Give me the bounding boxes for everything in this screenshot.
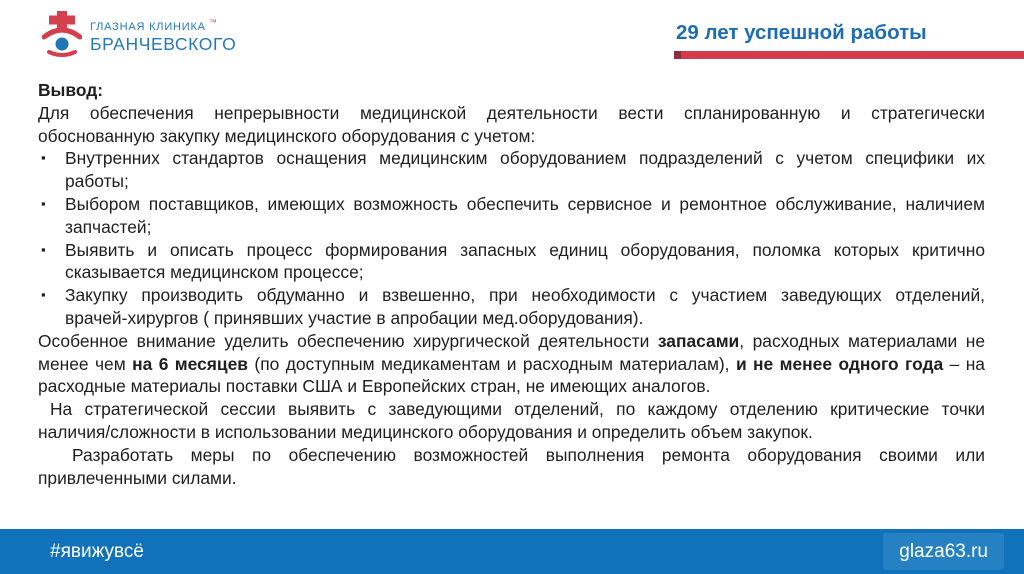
body-text-segment: Выявить и описать процесс формирования запасных единиц оборудования, поломка которых критично (65, 239, 985, 260)
emphasized-text: и не менее одного года (735, 353, 944, 374)
text-line (38, 193, 985, 216)
text-line (38, 375, 985, 398)
text-line (38, 102, 985, 125)
clinic-logo-text (90, 8, 236, 63)
body-text-segment: Закупку производить обдуманно и взвешенно, при необходимости с участием заведующих отделений, (65, 285, 985, 306)
eye-clinic-logo-icon (42, 11, 82, 63)
text-line (38, 307, 985, 330)
body-text-segment: запчастей; (65, 216, 152, 237)
logo-title-line2: БРАНЧЕВСКОГО (90, 34, 237, 54)
logo-title-line1-text: ГЛАЗНАЯ КЛИНИКА (90, 21, 206, 33)
body-text-segment: привлеченными силами. (38, 467, 237, 488)
bullet-square-icon: ▪ (41, 241, 46, 257)
body-text-segment: врачей-хирургов ( принявших участие в апробации мед.оборудования). (65, 307, 644, 328)
tagline-text: 29 лет успешной работы (676, 21, 927, 44)
text-line (38, 444, 985, 467)
body-text-segment: – на (943, 353, 985, 374)
body-text-segment: менее чем (38, 353, 133, 374)
body-text-segment: (по доступным медикаментам и расходным материалам), (247, 353, 736, 374)
text-line (38, 261, 985, 284)
slide-footer (0, 529, 1024, 574)
bullet-square-icon: ▪ (41, 150, 46, 166)
trademark-symbol: ™ (208, 18, 217, 27)
text-line (38, 421, 985, 444)
body-text-segment: , расходных материалами не (739, 330, 985, 351)
body-text-segment: Внутренних стандартов оснащения медицинским оборудованием подразделений с учетом специфики их (65, 148, 985, 169)
body-text-segment: Для обеспечения непрерывности медицинской деятельности вести спланированную и стратегически (38, 102, 985, 123)
text-line (38, 216, 985, 239)
body-text-segment: сказывается медицинском процессе; (65, 262, 364, 283)
text-line (38, 353, 985, 376)
body-text-segment: Разработать меры по обеспечению возможностей выполнения ремонта оборудования своими или (72, 444, 985, 465)
text-line (38, 330, 985, 353)
text-line (38, 239, 985, 262)
body-text-segment: Особенное внимание уделить обеспечению хирургической деятельности (38, 330, 658, 351)
footer-hashtag: #явижувсё (50, 541, 144, 562)
emphasized-text: Вывод: (38, 80, 104, 100)
footer-site-badge (883, 533, 1004, 570)
logo-title-line1 (90, 18, 236, 33)
text-line (38, 398, 985, 421)
text-line (38, 125, 985, 148)
text-line (38, 284, 985, 307)
bullet-square-icon: ▪ (41, 195, 46, 211)
body-text-segment: работы; (65, 171, 129, 192)
emphasized-text: запасами (657, 330, 740, 351)
header-red-divider-cap (674, 51, 681, 59)
text-line (38, 147, 985, 170)
text-line (38, 467, 985, 490)
slide-body-text (38, 79, 985, 489)
body-text-segment: расходные материалы поставки США и Европейских стран, не имеющих аналогов. (38, 376, 711, 397)
body-text-segment: На стратегической сессии выявить с заведующими отделений, по каждому отделению критические точки (50, 399, 985, 420)
clinic-logo (42, 8, 236, 63)
header-red-divider (674, 51, 1024, 59)
body-text-segment: Выбором поставщиков, имеющих возможность обеспечить сервисное и ремонтное обслуживание, наличием (65, 193, 985, 214)
body-text-segment: наличия/сложности в использовании медицинского оборудования и определить объем закупок. (38, 421, 813, 442)
emphasized-text: на 6 месяцев (132, 353, 248, 374)
text-line (38, 170, 985, 193)
footer-site-url: glaza63.ru (899, 541, 988, 562)
text-line (38, 79, 985, 102)
bullet-square-icon: ▪ (41, 287, 46, 303)
body-text-segment: обоснованную закупку медицинского оборудования с учетом: (38, 125, 536, 146)
